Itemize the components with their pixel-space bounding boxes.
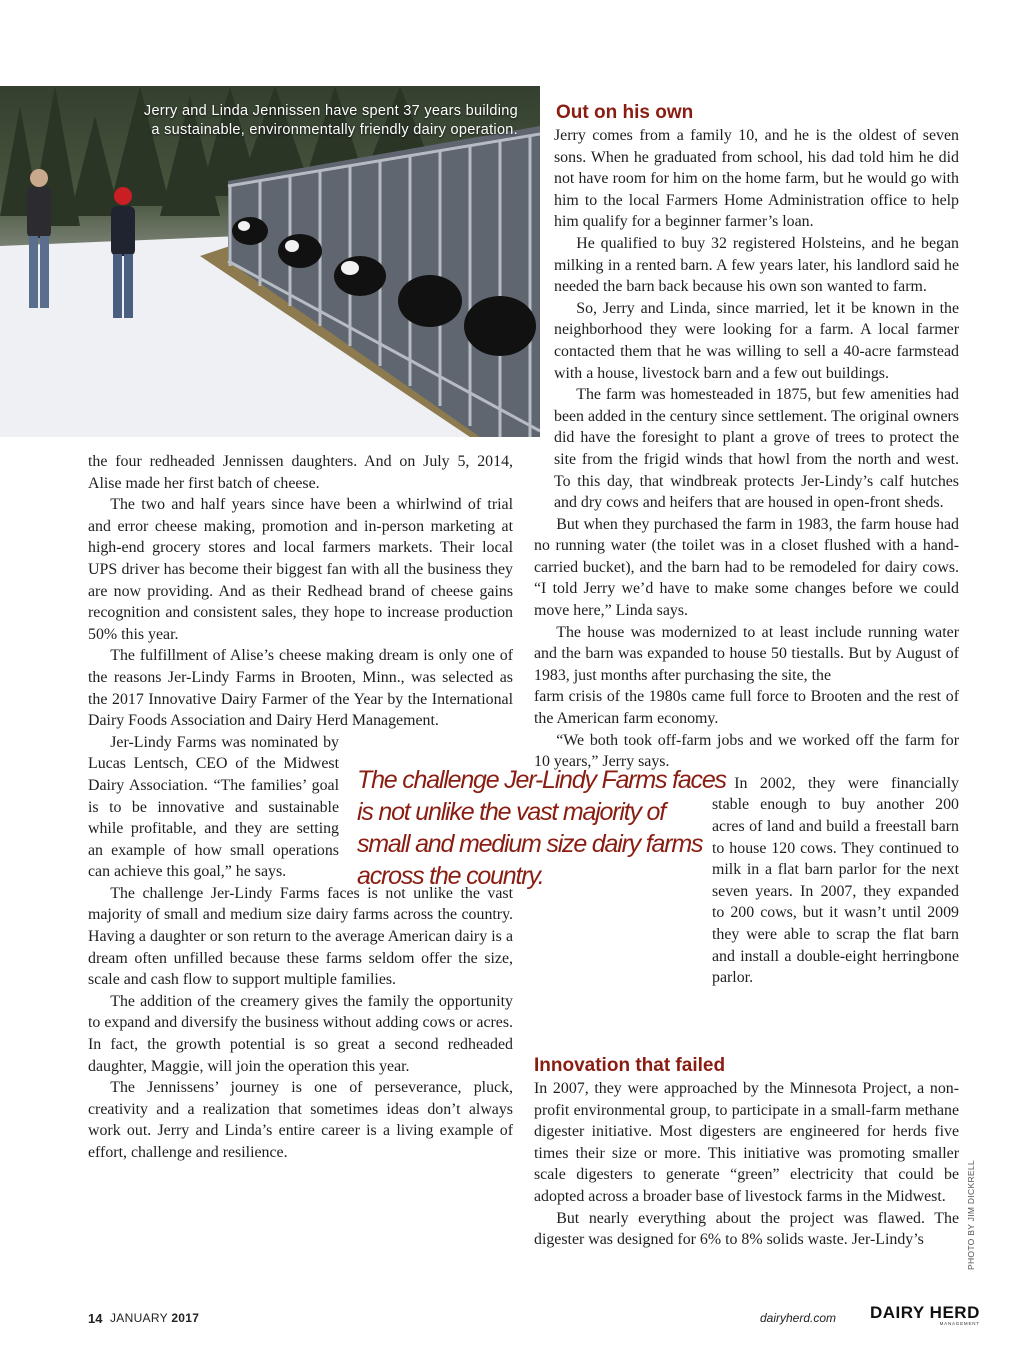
paragraph: The farm was homesteaded in 1875, but few amenities had been added in the century since settlement. The original owners did have the foresight to plant a grove of trees to protect the site from the frigid winds that howl from the north and west. To this day, that windbreak protects Jer-Lindy’s calf hutches and dry cows and heifers that are housed in open-front sheds.: [554, 386, 959, 512]
pull-quote-line: across the country.: [357, 862, 544, 890]
feature-photo: [0, 86, 540, 437]
page-number: 14: [88, 1311, 103, 1326]
paragraph: “We both took off-farm jobs and we worked off the farm for 10 years,” Jerry says.: [534, 731, 959, 771]
caption-line-1: Jerry and Linda Jennissen have spent 37 years building: [143, 103, 518, 119]
section-heading-innovation-that-failed: Innovation that failed: [534, 1055, 726, 1076]
paragraph: So, Jerry and Linda, since married, let it be known in the neighborhood they were looking for a farm. A local farmer contacted them that he was willing to sell a 40-acre farmstead with a house, livestock barn and a few out buildings.: [554, 299, 959, 382]
paragraph: The fulfillment of Alise’s cheese making dream is only one of the reasons Jer-Lindy Farms in Brooten, Minn., was selected as the 2017 Innovative Dairy Farmer of the Year by the International Dairy Foods Association and Dairy Herd Management.: [88, 647, 513, 730]
paragraph: But when they purchased the farm in 1983, the farm house had no running water (the toilet was in a closet flushed with a hand-carried bucket), and the barn had to be remodeled for dairy cows. “I told Jerry we’d have to make some changes before we could move here,” Linda says.: [534, 515, 959, 620]
pull-quote: [357, 764, 726, 892]
paragraph: In 2007, they were approached by the Minnesota Project, a non-profit environmental group, to participate in a small-farm methane digester initiative. Most digesters are engineered for herds five times their size or more. This initiative was promoting smaller scale digesters to generate “green” electricity that could be adopted across a broader base of livestock farms in the Midwest.: [534, 1080, 959, 1205]
website-link[interactable]: dairyherd.com: [760, 1311, 837, 1325]
paragraph: Jer-Lindy Farms was nominated by Lucas Lentsch, CEO of the Midwest Dairy Association. “The families’ goal is to be innovative and sustainable while profitable, and they are setting an example of how small operations can achieve this goal,” he says.: [88, 733, 339, 881]
caption-line-2: a sustainable, environmentally friendly dairy operation.: [151, 122, 518, 138]
paragraph: But nearly everything about the project was flawed. The digester was designed for 6% to 8% solids waste. Jer-Lindy’s: [534, 1209, 959, 1249]
paragraph: The addition of the creamery gives the family the opportunity to expand and diversify the business without adding cows or acres. In fact, the growth potential is so great a second redheaded daughter, Maggie, will join the operation this year.: [88, 992, 513, 1075]
paragraph: Jerry comes from a family 10, and he is the oldest of seven sons. When he graduated from school, his dad told him he did not have room for him on the home farm, but he would go with him to the local Farmers Home Administration office to help him qualify for a beginner farmer’s loan.: [554, 127, 959, 231]
paragraph: farm crisis of the 1980s came full force to Brooten and the rest of the American farm economy.: [534, 688, 959, 728]
paragraph: The Jennissens’ journey is one of perseverance, pluck, creativity and a realization that sometimes ideas don’t always work out. Jerry and Linda’s entire career is a living example of effort, challenge and resilience.: [88, 1079, 513, 1161]
section-heading-out-on-his-own: Out on his own: [556, 102, 694, 123]
paragraph: the four redheaded Jennissen daughters. And on July 5, 2014, Alise made her first batch of cheese.: [88, 453, 513, 492]
issue-year: 2017: [171, 1311, 200, 1325]
paragraph: The two and half years since have been a whirlwind of trial and error cheese making, promotion and in-person marketing at high-end grocery stores and local farmers markets. Their local UPS driver has become their biggest fan with all the business they are now providing. And as their Redhead brand of cheese gains recognition and consistent sales, they hope to increase production 50% this year.: [88, 496, 513, 643]
issue-date: [110, 1311, 199, 1325]
paragraph: In 2002, they were financially stable enough to buy another 200 acres of land and build a freestall barn to house 120 cows. They continued to milk in a flat barn parlor for the next seven years. In 2007, they expanded to 200 cows, but it wasn’t until 2009 they were able to scrap the flat barn and install a double-eight herringbone parlor.: [712, 774, 959, 987]
pull-quote-line: The challenge Jer-Lindy Farms faces: [357, 766, 726, 794]
issue-month: JANUARY: [110, 1311, 168, 1325]
pull-quote-line: small and medium size dairy farms: [357, 830, 703, 858]
right-column-lower: [534, 1078, 959, 1251]
pull-quote-line: is not unlike the vast majority of: [357, 798, 665, 826]
logo-sub: MANAGEMENT: [939, 1321, 980, 1326]
paragraph: He qualified to buy 32 registered Holsteins, and he began milking in a rented barn. A few years later, his landlord said he needed the barn back because his own son wanted to farm.: [554, 234, 959, 296]
logo-main: DAIRY HERD: [870, 1303, 980, 1322]
dairy-herd-logo: [870, 1304, 980, 1327]
photo-credit: PHOTO BY JIM DICKRELL: [966, 1160, 976, 1270]
paragraph: The challenge Jer-Lindy Farms faces is not unlike the vast majority of small and medium size dairy farms across the country. Having a daughter or son return to the average American dairy is a dream often unfilled because these farms seldom offer the size, scale and cash flow to support multiple families.: [88, 884, 513, 989]
paragraph: The house was modernized to at least include running water and the barn was expanded to house 50 tiestalls. But by August of 1983, just months after purchasing the site, the: [534, 623, 959, 684]
photo-caption: [78, 102, 518, 140]
